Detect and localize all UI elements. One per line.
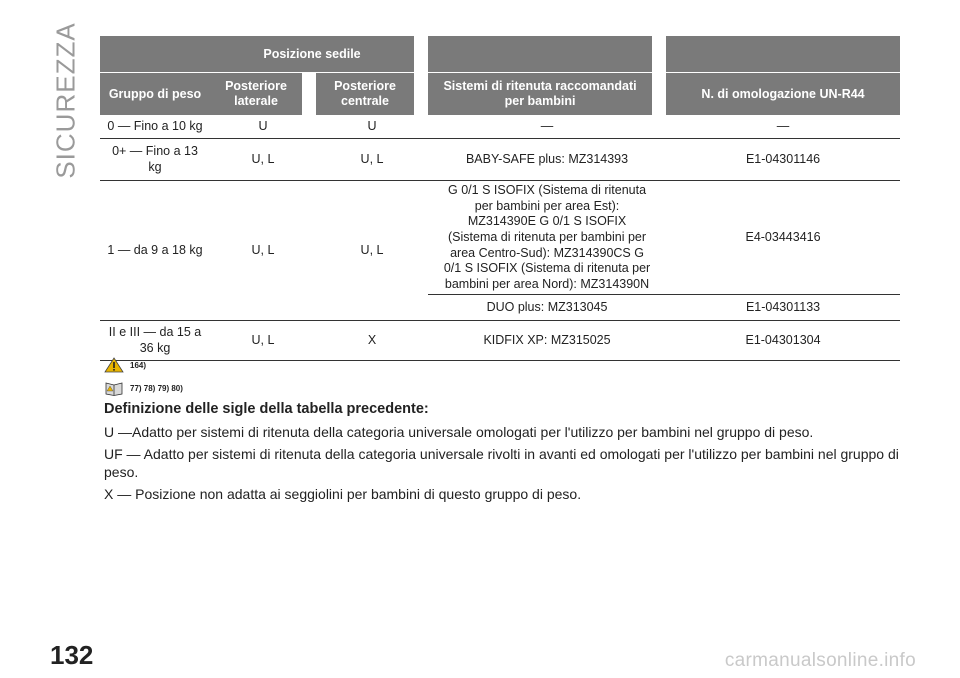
- child-seat-table: [100, 36, 900, 361]
- cell-system: DUO plus: MZ313045: [428, 295, 666, 321]
- cell-group: II e III — da 15 a 36 kg: [100, 321, 210, 361]
- header-rear-side: Posteriore laterale: [210, 72, 302, 115]
- header-gap: [652, 72, 666, 115]
- cell-approval: —: [666, 115, 900, 139]
- header-gap: [652, 36, 666, 72]
- cell-side: U: [210, 115, 316, 139]
- definition-item: UF — Adatto per sistemi di ritenuta della categoria universale rivolti in avanti ed omologati per l'utilizzo per bambini nel gruppo di peso.: [104, 446, 899, 481]
- cell-system: BABY-SAFE plus: MZ314393: [428, 139, 666, 181]
- cell-group: 0 — Fino a 10 kg: [100, 115, 210, 139]
- cell-center: X: [316, 321, 428, 361]
- cell-side: U, L: [210, 139, 316, 181]
- cell-approval: E4-03443416: [666, 181, 900, 295]
- note-warning: [104, 355, 183, 375]
- section-label-text: SICUREZZA: [50, 21, 81, 179]
- book-icon: [104, 380, 126, 396]
- cell-center: U: [316, 115, 428, 139]
- header-gap: [414, 36, 428, 72]
- cell-system: —: [428, 115, 666, 139]
- header-gap: [414, 72, 428, 115]
- table-row: [100, 139, 900, 181]
- header-cell-empty: [100, 36, 210, 72]
- definitions-title: Definizione delle sigle della tabella precedente:: [104, 401, 429, 417]
- note-ref: 77) 78) 79) 80): [130, 383, 183, 393]
- watermark: carmanualsonline.info: [724, 650, 916, 671]
- cell-side: U, L: [210, 321, 316, 361]
- notes: [104, 355, 183, 401]
- cell-group: 0+ — Fino a 13 kg: [100, 139, 210, 181]
- note-ref: 164): [130, 360, 147, 370]
- header-rear-center: Posteriore centrale: [316, 72, 414, 115]
- cell-center: U, L: [316, 139, 428, 181]
- definitions: [104, 400, 904, 508]
- definition-item: X — Posizione non adatta ai seggiolini per bambini di questo gruppo di peso.: [104, 486, 582, 503]
- cell-approval: E1-04301133: [666, 295, 900, 321]
- cell-system: KIDFIX XP: MZ315025: [428, 321, 666, 361]
- table-header-row: [100, 72, 900, 115]
- cell-system: G 0/1 S ISOFIX (Sistema di ritenuta per bambini per area Est): MZ314390E G 0/1 S ISOFIX (Sistema di ritenuta per bambini per area Centro-Sud): MZ314390CS G 0/1 S ISOFIX (Sistema di ritenuta per bambini per area Nord): MZ314390N: [428, 181, 666, 295]
- header-seat-position: Posizione sedile: [210, 36, 414, 72]
- header-gap: [302, 72, 316, 115]
- table-row: [100, 181, 900, 295]
- cell-approval: E1-04301146: [666, 139, 900, 181]
- table-header-row-top: [100, 36, 900, 72]
- table-row: [100, 321, 900, 361]
- table-row: [100, 115, 900, 139]
- header-systems: Sistemi di ritenuta raccomandati per bambini: [428, 72, 652, 115]
- page-number: 132: [50, 640, 94, 670]
- header-approval: N. di omologazione UN-R44: [666, 72, 900, 115]
- cell-center: U, L: [316, 181, 428, 321]
- note-book: [104, 378, 183, 398]
- warning-triangle-icon: [104, 357, 126, 373]
- cell-side: U, L: [210, 181, 316, 321]
- section-label: [50, 21, 82, 179]
- cell-approval: E1-04301304: [666, 321, 900, 361]
- cell-group: 1 — da 9 a 18 kg: [100, 181, 210, 321]
- definition-item: U —Adatto per sistemi di ritenuta della categoria universale omologati per l'utilizzo per bambini nel gruppo di peso.: [104, 423, 814, 440]
- header-cell-empty: [666, 36, 900, 72]
- header-cell-empty: [428, 36, 652, 72]
- header-weight-group: Gruppo di peso: [100, 72, 210, 115]
